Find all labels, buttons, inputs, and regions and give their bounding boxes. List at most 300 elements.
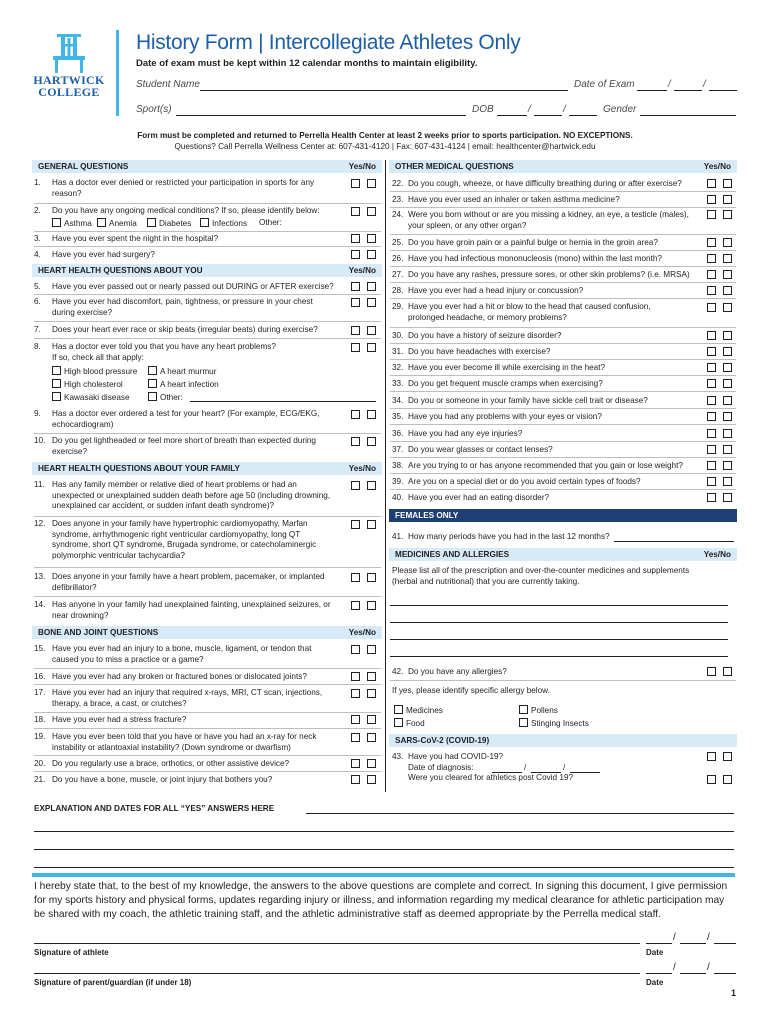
question-text: Do you get lightheaded or feel more short of breath than expected during exercise?: [52, 436, 316, 456]
parent-date-day-field[interactable]: [680, 973, 706, 974]
explanation-line-3[interactable]: [34, 849, 734, 850]
heart-other-field[interactable]: [190, 401, 376, 402]
yes-checkbox[interactable]: [351, 179, 360, 188]
yes-checkbox[interactable]: [351, 715, 360, 724]
no-checkbox[interactable]: [723, 412, 732, 421]
yes-checkbox[interactable]: [351, 343, 360, 352]
date-sep: /: [703, 79, 706, 90]
yes-no-header: Yes/No: [348, 266, 376, 275]
section-heart-family: [32, 462, 382, 475]
no-checkbox[interactable]: [723, 363, 732, 372]
yes-checkbox[interactable]: [351, 326, 360, 335]
divider: [390, 680, 736, 681]
divider: [34, 712, 381, 713]
date-sep: /: [563, 104, 566, 115]
divider: [390, 489, 736, 490]
question-22: 22. Do you cough, wheeze, or have difficulty breathing during or after exercise?: [392, 179, 702, 190]
yes-checkbox[interactable]: [707, 379, 716, 388]
parent-date-month-field[interactable]: [646, 973, 672, 974]
question-14: 14. Has anyone in your family had unexplained fainting, unexplained seizures, or near drowning?: [34, 600, 334, 621]
question-text: Has a doctor ever ordered a test for your heart? (For example, ECG/EKG, echocardiogram): [52, 409, 320, 429]
dob-year-field[interactable]: [569, 115, 597, 116]
no-checkbox[interactable]: [723, 667, 732, 676]
question-text: Have you ever passed out or nearly passed out DURING or AFTER exercise?: [52, 282, 334, 291]
header-divider: [116, 30, 119, 116]
question-13: 13. Does anyone in your family have a heart problem, pacemaker, or implanted defibrillator?: [34, 572, 334, 593]
question-text: Do you have headaches with exercise?: [408, 347, 551, 356]
hartwick-chair-logo-icon: [47, 34, 91, 74]
no-checkbox[interactable]: [723, 775, 732, 784]
no-checkbox[interactable]: [367, 326, 376, 335]
section-title: MEDICINES AND ALLERGIES: [395, 550, 510, 559]
question-28: 28. Have you ever had a head injury or concussion?: [392, 286, 702, 297]
covid-date-day-field[interactable]: [531, 772, 561, 773]
yes-checkbox[interactable]: [707, 461, 716, 470]
no-checkbox[interactable]: [723, 429, 732, 438]
yes-checkbox[interactable]: [351, 520, 360, 529]
no-checkbox[interactable]: [723, 493, 732, 502]
yes-checkbox[interactable]: [707, 429, 716, 438]
explanation-line-4[interactable]: [34, 867, 734, 868]
question-33: 33. Do you get frequent muscle cramps when exercising?: [392, 379, 702, 390]
question-text: Do you get frequent muscle cramps when exercising?: [408, 379, 603, 388]
no-checkbox[interactable]: [367, 234, 376, 243]
no-checkbox[interactable]: [367, 689, 376, 698]
question-9: 9. Has a doctor ever ordered a test for your heart? (For example, ECG/EKG, echocardiogram): [34, 409, 334, 430]
parent-date-year-field[interactable]: [714, 973, 736, 974]
yes-checkbox[interactable]: [351, 234, 360, 243]
yes-checkbox[interactable]: [351, 759, 360, 768]
no-checkbox[interactable]: [723, 270, 732, 279]
checkbox-icon[interactable]: [148, 379, 157, 388]
question-6: 6. Have you ever had discomfort, pain, tightness, or pressure in your chest during exercise?: [34, 297, 334, 318]
question-5: 5. Have you ever passed out or nearly passed out DURING or AFTER exercise?: [34, 282, 354, 293]
gender-field[interactable]: [640, 115, 736, 116]
question-39: 39. Are you on a special diet or do you avoid certain types of foods?: [392, 477, 702, 488]
allergy-stinging-insects[interactable]: Stinging Insects: [519, 718, 589, 728]
yes-checkbox[interactable]: [351, 775, 360, 784]
question-text: Have you ever had discomfort, pain, tightness, or pressure in your chest during exercise?: [52, 297, 313, 317]
yes-checkbox[interactable]: [351, 733, 360, 742]
condition-anemia[interactable]: Anemia: [97, 218, 137, 228]
checkbox-icon[interactable]: [519, 705, 528, 714]
yes-checkbox[interactable]: [707, 363, 716, 372]
yes-checkbox[interactable]: [707, 396, 716, 405]
page-title: History Form | Intercollegiate Athletes Only: [136, 31, 521, 54]
question-text: Have you had any eye injuries?: [408, 429, 523, 438]
question-text: Do you have any allergies?: [408, 667, 507, 676]
covid-date-year-field[interactable]: [570, 772, 600, 773]
question-34: 34. Do you or someone in your family have sickle cell trait or disease?: [392, 396, 702, 407]
yes-checkbox[interactable]: [707, 477, 716, 486]
checkbox-icon[interactable]: [52, 218, 61, 227]
question-42: 42. Do you have any allergies?: [392, 667, 702, 678]
divider: [390, 207, 736, 208]
divider: [34, 728, 381, 729]
question-32: 32. Have you ever become ill while exercising in the heat?: [392, 363, 702, 374]
heart-infection[interactable]: A heart infection: [148, 379, 219, 389]
yes-checkbox[interactable]: [707, 412, 716, 421]
deadline-notice: Form must be completed and returned to Perrella Health Center at least 2 weeks prior to sports participation. NO EXCEPTIONS.: [137, 131, 633, 140]
divider: [34, 567, 381, 568]
question-23: 23. Have you ever used an inhaler or taken asthma medicine?: [392, 195, 702, 206]
divider: [390, 359, 736, 360]
yes-checkbox[interactable]: [707, 667, 716, 676]
question-3: 3. Have you ever spent the night in the hospital?: [34, 234, 344, 245]
yes-checkbox[interactable]: [351, 437, 360, 446]
checkbox-icon[interactable]: [147, 218, 156, 227]
sports-label: Sport(s): [136, 104, 172, 115]
question-31: 31. Do you have headaches with exercise?: [392, 347, 702, 358]
no-checkbox[interactable]: [367, 573, 376, 582]
accent-bar: [32, 873, 735, 877]
no-checkbox[interactable]: [367, 207, 376, 216]
question-subtext: If so, check all that apply:: [52, 352, 144, 362]
yes-no-header: Yes/No: [348, 464, 376, 473]
yes-checkbox[interactable]: [707, 195, 716, 204]
periods-count-field[interactable]: [614, 541, 734, 542]
yes-checkbox[interactable]: [707, 270, 716, 279]
question-text: Have you ever become ill while exercising in the heat?: [408, 363, 606, 372]
no-checkbox[interactable]: [723, 238, 732, 247]
question-text: How many periods have you had in the last 12 months?: [408, 532, 610, 541]
question-subtext: Date of diagnosis:: [408, 762, 474, 772]
question-text: Has anyone in your family had unexplained fainting, unexplained seizures, or near drowning?: [52, 600, 331, 620]
question-text: Have you ever spent the night in the hospital?: [52, 234, 219, 243]
section-covid: [389, 734, 737, 747]
question-17: 17. Have you ever had an injury that required x-rays, MRI, CT scan, injections, therapy, a brace, a cast, or crutches?: [34, 688, 334, 709]
question-12: 12. Does anyone in your family have hypertrophic cardiomyopathy, Marfan syndrome, arrhythmogenic right ventricular cardiomyopathy, long QT syndrome, short QT syndrome, Brugada syndrome, or catecholaminergic polymorphic ventricular tachycardia?: [34, 519, 334, 561]
checkbox-icon[interactable]: [148, 366, 157, 375]
yes-no-header: Yes/No: [703, 550, 731, 559]
question-text: Does your heart ever race or skip beats (irregular beats) during exercise?: [52, 325, 318, 334]
yes-checkbox[interactable]: [707, 493, 716, 502]
divider: [390, 408, 736, 409]
no-checkbox[interactable]: [723, 445, 732, 454]
question-text: Do you have any ongoing medical conditions? If so, please identify below:: [52, 206, 320, 215]
no-checkbox[interactable]: [723, 752, 732, 761]
no-checkbox[interactable]: [367, 759, 376, 768]
yes-checkbox[interactable]: [351, 689, 360, 698]
checkbox-icon[interactable]: [52, 392, 61, 401]
question-text: Have you ever had an injury to a bone, muscle, ligament, or tendon that caused you to miss a practice or a game?: [52, 644, 312, 664]
yes-checkbox[interactable]: [707, 210, 716, 219]
question-7: 7. Does your heart ever race or skip beats (irregular beats) during exercise?: [34, 325, 354, 336]
no-checkbox[interactable]: [723, 195, 732, 204]
medicines-line-4[interactable]: [390, 656, 728, 657]
question-text: Do you have a history of seizure disorder?: [408, 331, 562, 340]
no-checkbox[interactable]: [723, 396, 732, 405]
no-checkbox[interactable]: [367, 733, 376, 742]
checkbox-icon[interactable]: [200, 218, 209, 227]
question-25: 25. Do you have groin pain or a painful bulge or hernia in the groin area?: [392, 238, 702, 249]
no-checkbox[interactable]: [367, 520, 376, 529]
question-1: 1. Has a doctor ever denied or restricted your participation in sports for any reason?: [34, 178, 334, 199]
divider: [390, 473, 736, 474]
yes-checkbox[interactable]: [707, 331, 716, 340]
allergy-prompt: [392, 686, 702, 697]
no-checkbox[interactable]: [723, 461, 732, 470]
date-sep: /: [528, 104, 531, 115]
question-11: 11. Has any family member or relative died of heart problems or had an unexpected or unexplained sudden death before age 50 (including drowning, unexplained car accident, or sudden infant death syndrome)?: [34, 480, 334, 512]
section-title: HEART HEALTH QUESTIONS ABOUT YOU: [38, 266, 203, 275]
divider: [34, 516, 381, 517]
yes-checkbox[interactable]: [707, 303, 716, 312]
divider: [34, 755, 381, 756]
no-checkbox[interactable]: [367, 250, 376, 259]
parent-signature-label: Signature of parent/guardian (if under 18): [34, 978, 192, 987]
question-15: 15. Have you ever had an injury to a bone, muscle, ligament, or tendon that caused you to miss a practice or a game?: [34, 644, 334, 665]
sports-field[interactable]: [176, 115, 466, 116]
question-36: 36. Have you had any eye injuries?: [392, 429, 702, 440]
divider: [390, 391, 736, 392]
divider: [390, 441, 736, 442]
question-text: Do you cough, wheeze, or have difficulty breathing during or after exercise?: [408, 179, 682, 188]
divider: [390, 191, 736, 192]
instructions-text: Please list all of the prescription and over-the-counter medicines and supplements (herbal and nutritional) that you are currently taking.: [392, 566, 690, 586]
divider: [390, 343, 736, 344]
divider: [34, 433, 381, 434]
athlete-signature-field[interactable]: [34, 943, 640, 944]
divider: [34, 338, 381, 339]
medicines-line-2[interactable]: [390, 622, 728, 623]
divider: [390, 327, 736, 328]
yes-checkbox[interactable]: [351, 573, 360, 582]
dob-day-field[interactable]: [534, 115, 562, 116]
no-checkbox[interactable]: [723, 286, 732, 295]
date-sep: /: [524, 763, 527, 772]
yes-checkbox[interactable]: [707, 775, 716, 784]
checkbox-icon[interactable]: [519, 718, 528, 727]
question-19: 19. Have you ever been told that you have or have you had an x-ray for neck instability or atlantoaxial instability? (Down syndrome or dwarfism): [34, 732, 334, 753]
question-text: Have you ever had any broken or fractured bones or dislocated joints?: [52, 672, 307, 681]
heart-high-cholesterol[interactable]: High cholesterol: [52, 379, 123, 389]
checkbox-icon[interactable]: [148, 392, 157, 401]
section-title: GENERAL QUESTIONS: [38, 162, 129, 171]
question-4: 4. Have you ever had surgery?: [34, 250, 344, 261]
yes-checkbox[interactable]: [707, 752, 716, 761]
page-number: 1: [730, 988, 736, 998]
allergy-prompt-text: If yes, please identify specific allergy below.: [392, 686, 550, 695]
question-text: Have you ever had a stress fracture?: [52, 715, 187, 724]
yes-checkbox[interactable]: [707, 179, 716, 188]
no-checkbox[interactable]: [723, 179, 732, 188]
exam-date-day-field[interactable]: [674, 90, 702, 91]
question-21: 21. Do you have a bone, muscle, or joint injury that bothers you?: [34, 775, 354, 786]
divider: [34, 668, 381, 669]
condition-other-label: Other:: [259, 218, 282, 227]
question-text: Does anyone in your family have hypertrophic cardiomyopathy, Marfan syndrome, arrhythmogenic right ventricular cardiomyopathy, long QT syndrome, short QT syndrome, Brugada syndrome, or catecholaminergic polymorphic ventricular tachycardia?: [52, 519, 317, 560]
yes-checkbox[interactable]: [351, 672, 360, 681]
yes-checkbox[interactable]: [707, 254, 716, 263]
no-checkbox[interactable]: [367, 601, 376, 610]
student-name-field[interactable]: [200, 90, 568, 91]
divider: [34, 203, 381, 204]
divider: [390, 266, 736, 267]
checkbox-icon[interactable]: [394, 718, 403, 727]
allergy-food[interactable]: Food: [394, 718, 425, 728]
divider: [390, 457, 736, 458]
heart-high-blood-pressure[interactable]: High blood pressure: [52, 366, 137, 376]
question-text: Does anyone in your family have a heart problem, pacemaker, or implanted defibrillator?: [52, 572, 325, 592]
contact-notice: Questions? Call Perrella Wellness Center at: 607-431-4120 | Fax: 607-431-4124 | email: healthcenter@hartwick.edu: [174, 142, 596, 151]
no-checkbox[interactable]: [723, 477, 732, 486]
section-title: OTHER MEDICAL QUESTIONS: [395, 162, 514, 171]
question-text: Have you had infectious mononucleosis (mono) within the last month?: [408, 254, 662, 263]
section-title: BONE AND JOINT QUESTIONS: [38, 628, 159, 637]
condition-asthma[interactable]: Asthma: [52, 218, 92, 228]
divider: [390, 250, 736, 251]
question-text: Do you wear glasses or contact lenses?: [408, 445, 553, 454]
section-females-only: [389, 509, 737, 522]
yes-checkbox[interactable]: [351, 298, 360, 307]
question-30: 30. Do you have a history of seizure disorder?: [392, 331, 702, 342]
question-35: 35. Have you had any problems with your eyes or vision?: [392, 412, 702, 423]
section-medicines: [389, 548, 737, 561]
student-name-label: Student Name: [136, 79, 200, 90]
no-checkbox[interactable]: [723, 347, 732, 356]
checkbox-icon[interactable]: [52, 366, 61, 375]
no-checkbox[interactable]: [723, 379, 732, 388]
athlete-date-day-field[interactable]: [680, 943, 706, 944]
question-text: Have you ever been told that you have or have you had an x-ray for neck instability or atlantoaxial instability? (Down syndrome or dwarfism): [52, 732, 317, 752]
yes-no-header: Yes/No: [348, 162, 376, 171]
yes-checkbox[interactable]: [351, 207, 360, 216]
no-checkbox[interactable]: [367, 672, 376, 681]
question-text: Have you had any problems with your eyes or vision?: [408, 412, 602, 421]
checkbox-icon[interactable]: [52, 379, 61, 388]
question-8: 8. Has a doctor ever told you that you have any heart problems? If so, check all that apply:: [34, 342, 344, 363]
yes-checkbox[interactable]: [351, 282, 360, 291]
gender-label: Gender: [603, 104, 637, 115]
question-text: Do you have any rashes, pressure sores, or other skin problems? (i.e. MRSA): [408, 270, 690, 279]
checkbox-icon[interactable]: [97, 218, 106, 227]
question-18: 18. Have you ever had a stress fracture?: [34, 715, 334, 726]
question-text: Has a doctor ever told you that you have any heart problems?: [52, 342, 276, 351]
question-text: Are you on a special diet or do you avoid certain types of foods?: [408, 477, 641, 486]
exam-date-month-field[interactable]: [637, 90, 667, 91]
allergy-medicines[interactable]: Medicines: [394, 705, 443, 715]
no-checkbox[interactable]: [367, 343, 376, 352]
covid-date-month-field[interactable]: [492, 772, 522, 773]
date-sep: /: [673, 932, 676, 943]
medicines-line-3[interactable]: [390, 639, 728, 640]
question-40: 40. Have you ever had an eating disorder?: [392, 493, 702, 504]
question-26: 26. Have you had infectious mononucleosis (mono) within the last month?: [392, 254, 702, 265]
question-text: Do you have a bone, muscle, or joint injury that bothers you?: [52, 775, 273, 784]
yes-checkbox[interactable]: [707, 238, 716, 247]
question-24: 24. Were you born without or are you missing a kidney, an eye, a testicle (males), your spleen, or any other organ?: [392, 210, 698, 231]
question-text: Are you trying to or has anyone recommended that you gain or lose weight?: [408, 461, 683, 470]
allergy-pollens[interactable]: Pollens: [519, 705, 558, 715]
date-sep: /: [563, 763, 566, 772]
divider: [390, 375, 736, 376]
question-text: Have you ever had an injury that required x-rays, MRI, CT scan, injections, therapy, a brace, a cast, or crutches?: [52, 688, 323, 708]
page-subtitle: Date of exam must be kept within 12 calendar months to maintain eligibility.: [136, 58, 478, 69]
yes-checkbox[interactable]: [351, 410, 360, 419]
question-16: 16. Have you ever had any broken or fractured bones or dislocated joints?: [34, 672, 354, 683]
logo-line-2: COLLEGE: [38, 85, 100, 99]
divider: [34, 596, 381, 597]
section-title: SARS-CoV-2 (COVID-19): [395, 736, 490, 745]
question-subtext: Were you cleared for athletics post Covid 19?: [408, 773, 574, 782]
divider: [34, 246, 381, 247]
yes-checkbox[interactable]: [351, 250, 360, 259]
no-checkbox[interactable]: [723, 303, 732, 312]
yes-checkbox[interactable]: [707, 347, 716, 356]
athlete-date-month-field[interactable]: [646, 943, 672, 944]
yes-no-header: Yes/No: [703, 162, 731, 171]
explanation-line-1[interactable]: [306, 813, 734, 814]
no-checkbox[interactable]: [367, 437, 376, 446]
section-other-medical: [389, 160, 737, 173]
condition-diabetes[interactable]: Diabetes: [147, 218, 191, 228]
yes-checkbox[interactable]: [707, 445, 716, 454]
question-text: Have you ever had a hit or blow to the head that caused confusion, prolonged headache, or memory problems?: [408, 302, 651, 322]
divider: [34, 321, 381, 322]
no-checkbox[interactable]: [367, 645, 376, 654]
yes-checkbox[interactable]: [351, 601, 360, 610]
heart-other[interactable]: Other:: [148, 392, 183, 402]
heart-murmur[interactable]: A heart murmur: [148, 366, 216, 376]
heart-kawasaki[interactable]: Kawasaki disease: [52, 392, 130, 402]
explanation-line-2[interactable]: [34, 831, 734, 832]
section-general: [32, 160, 382, 173]
divider: [390, 424, 736, 425]
divider: [390, 298, 736, 299]
no-checkbox[interactable]: [367, 775, 376, 784]
dob-month-field[interactable]: [497, 115, 527, 116]
section-title: HEART HEALTH QUESTIONS ABOUT YOUR FAMILY: [38, 464, 240, 473]
parent-signature-field[interactable]: [34, 973, 640, 974]
no-checkbox[interactable]: [367, 282, 376, 291]
question-text: Have you ever used an inhaler or taken asthma medicine?: [408, 195, 620, 204]
question-text: Do you or someone in your family have sickle cell trait or disease?: [408, 396, 648, 405]
yes-checkbox[interactable]: [351, 645, 360, 654]
question-38: 38. Are you trying to or has anyone recommended that you gain or lose weight?: [392, 461, 704, 472]
explanation-label: EXPLANATION AND DATES FOR ALL “YES” ANSWERS HERE: [34, 804, 275, 813]
question-10: 10. Do you get lightheaded or feel more short of breath than expected during exercise?: [34, 436, 334, 457]
no-checkbox[interactable]: [723, 331, 732, 340]
question-43: 43. Have you had COVID-19? Date of diagnosis: Were you cleared for athletics post Covid 19?: [392, 752, 702, 784]
yes-checkbox[interactable]: [351, 481, 360, 490]
no-checkbox[interactable]: [367, 410, 376, 419]
exam-date-year-field[interactable]: [709, 90, 737, 91]
date-sep: /: [707, 962, 710, 973]
no-checkbox[interactable]: [367, 179, 376, 188]
checkbox-icon[interactable]: [394, 705, 403, 714]
no-checkbox[interactable]: [723, 210, 732, 219]
question-37: 37. Do you wear glasses or contact lenses?: [392, 445, 702, 456]
question-text: Have you ever had a head injury or concussion?: [408, 286, 584, 295]
date-sep: /: [707, 932, 710, 943]
no-checkbox[interactable]: [367, 481, 376, 490]
question-text: Do you regularly use a brace, orthotics, or other assistive device?: [52, 759, 290, 768]
no-checkbox[interactable]: [367, 715, 376, 724]
parent-date-label: Date: [646, 978, 664, 987]
no-checkbox[interactable]: [367, 298, 376, 307]
athlete-date-year-field[interactable]: [714, 943, 736, 944]
divider: [34, 771, 381, 772]
question-text: Has a doctor ever denied or restricted your participation in sports for any reason?: [52, 178, 315, 198]
athlete-date-label: Date: [646, 948, 664, 957]
date-of-exam-label: Date of Exam: [574, 79, 635, 90]
medicines-line-1[interactable]: [390, 605, 728, 606]
no-checkbox[interactable]: [723, 254, 732, 263]
condition-infections[interactable]: Infections: [200, 218, 247, 228]
certification-statement: I hereby state that, to the best of my knowledge, the answers to the above questions are complete and correct. In signing this document, I give permission for my sports history and physical forms, updates regarding injury or illness, and information regarding my medical clearance for athletic participation may be shared with my coach, the athletic training staff, and the athletic administrative staff as deemed appropriate by the Perrella medical staff.: [34, 881, 728, 920]
yes-checkbox[interactable]: [707, 286, 716, 295]
